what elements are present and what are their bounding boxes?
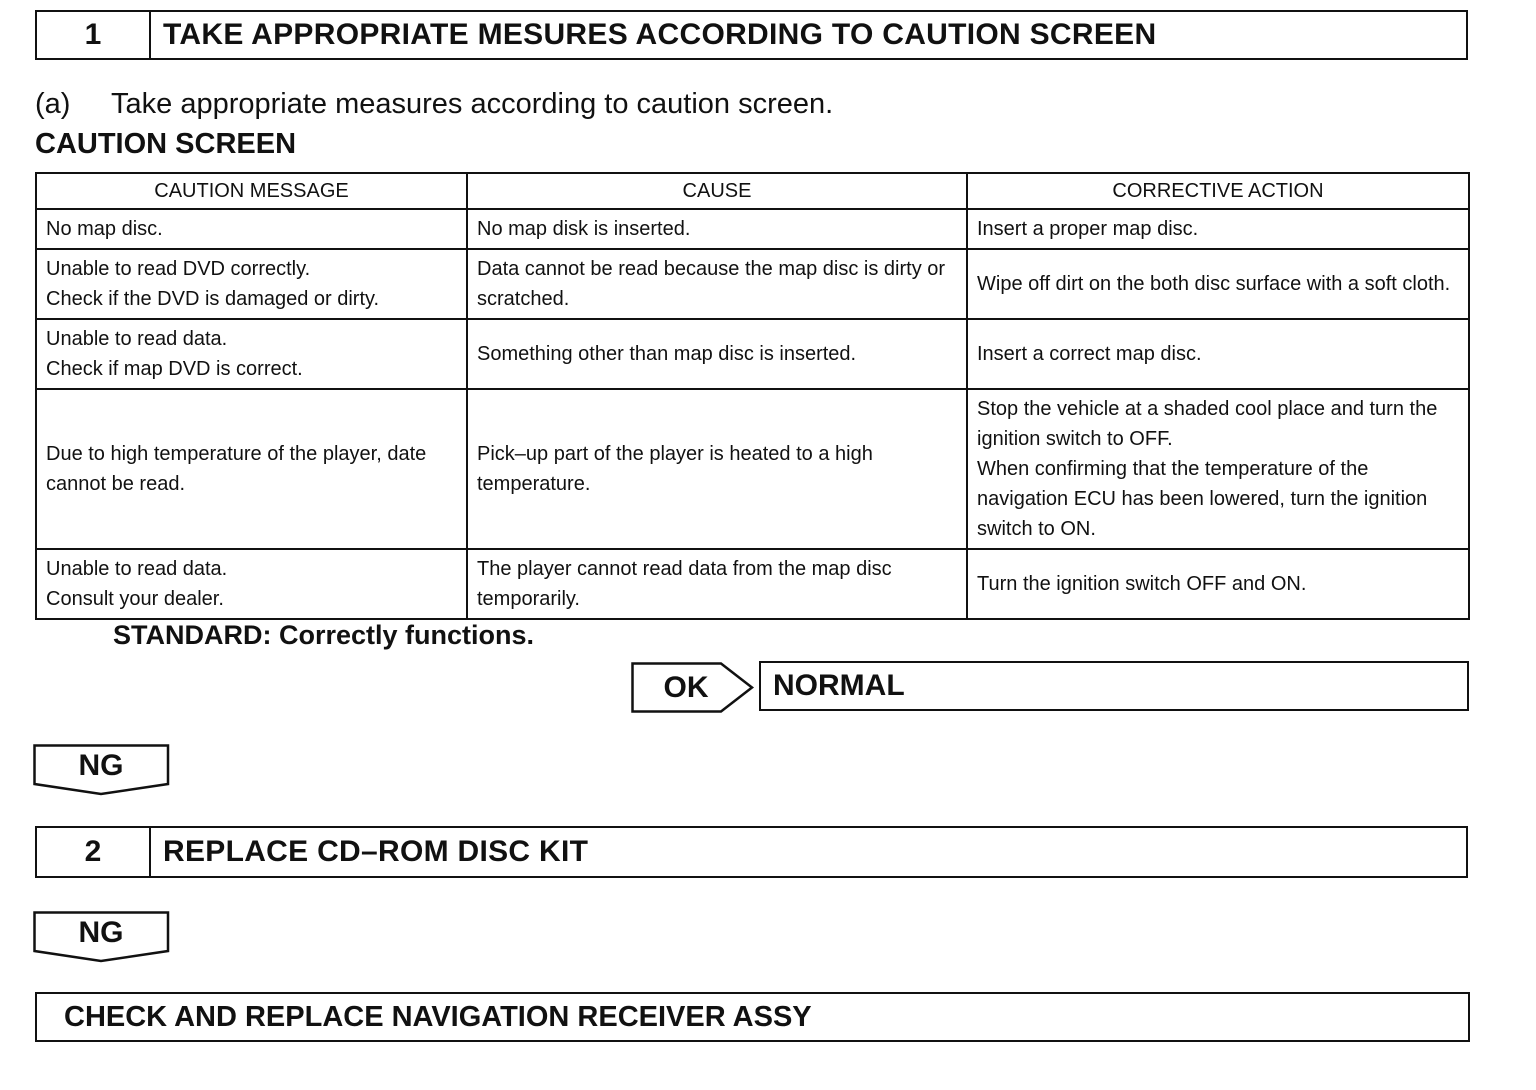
table-header-row	[36, 173, 1469, 209]
cell-action: Turn the ignition switch OFF and ON.	[967, 549, 1469, 619]
header-corrective-action: CORRECTIVE ACTION	[967, 173, 1469, 209]
ng-arrow	[33, 744, 171, 796]
table-row	[36, 389, 1469, 549]
step-title: TAKE APPROPRIATE MESURES ACCORDING TO CAUTION SCREEN	[163, 18, 1157, 51]
ng-label: NG	[78, 916, 124, 949]
table-row	[36, 319, 1469, 389]
step-1-header	[35, 10, 1468, 60]
cell-cause: Pick–up part of the player is heated to a high temperature.	[467, 389, 967, 549]
ng-arrow	[33, 911, 171, 963]
normal-result-box: NORMAL	[759, 661, 1469, 711]
cell-message: Unable to read data. Check if map DVD is correct.	[36, 319, 467, 389]
table-row	[36, 249, 1469, 319]
cell-cause: Something other than map disc is inserted.	[467, 319, 967, 389]
instruction	[35, 88, 833, 121]
table-row	[36, 209, 1469, 249]
caution-screen-title: CAUTION SCREEN	[35, 128, 297, 160]
caution-table	[35, 172, 1470, 620]
cell-action: Wipe off dirt on the both disc surface with a soft cloth.	[967, 249, 1469, 319]
cell-message: Unable to read data. Consult your dealer.	[36, 549, 467, 619]
cell-message: Unable to read DVD correctly. Check if the DVD is damaged or dirty.	[36, 249, 467, 319]
cell-cause: Data cannot be read because the map disc is dirty or scratched.	[467, 249, 967, 319]
cell-cause: No map disk is inserted.	[467, 209, 967, 249]
ok-label: OK	[663, 670, 709, 704]
cell-action: Insert a proper map disc.	[967, 209, 1469, 249]
step-title: REPLACE CD–ROM DISC KIT	[163, 835, 589, 868]
standard-text: STANDARD: Correctly functions.	[113, 620, 535, 650]
cell-cause: The player cannot read data from the map disc temporarily.	[467, 549, 967, 619]
instruction-text: Take appropriate measures according to caution screen.	[111, 88, 834, 120]
table-row	[36, 549, 1469, 619]
cell-action: Insert a correct map disc.	[967, 319, 1469, 389]
cell-message: No map disc.	[36, 209, 467, 249]
step-number: 1	[37, 12, 151, 58]
step-number: 2	[37, 828, 151, 876]
step-2-header	[35, 826, 1468, 878]
header-cause: CAUSE	[467, 173, 967, 209]
header-caution-message: CAUTION MESSAGE	[36, 173, 467, 209]
final-action-box: CHECK AND REPLACE NAVIGATION RECEIVER ASSY	[35, 992, 1470, 1042]
instruction-label: (a)	[35, 88, 71, 120]
cell-action: Stop the vehicle at a shaded cool place and turn the ignition switch to OFF. When confirming that the temperature of the navigation ECU has been lowered, turn the ignition switch to ON.	[967, 389, 1469, 549]
cell-message: Due to high temperature of the player, date cannot be read.	[36, 389, 467, 549]
ok-arrow	[631, 662, 757, 713]
ng-label: NG	[78, 749, 124, 782]
